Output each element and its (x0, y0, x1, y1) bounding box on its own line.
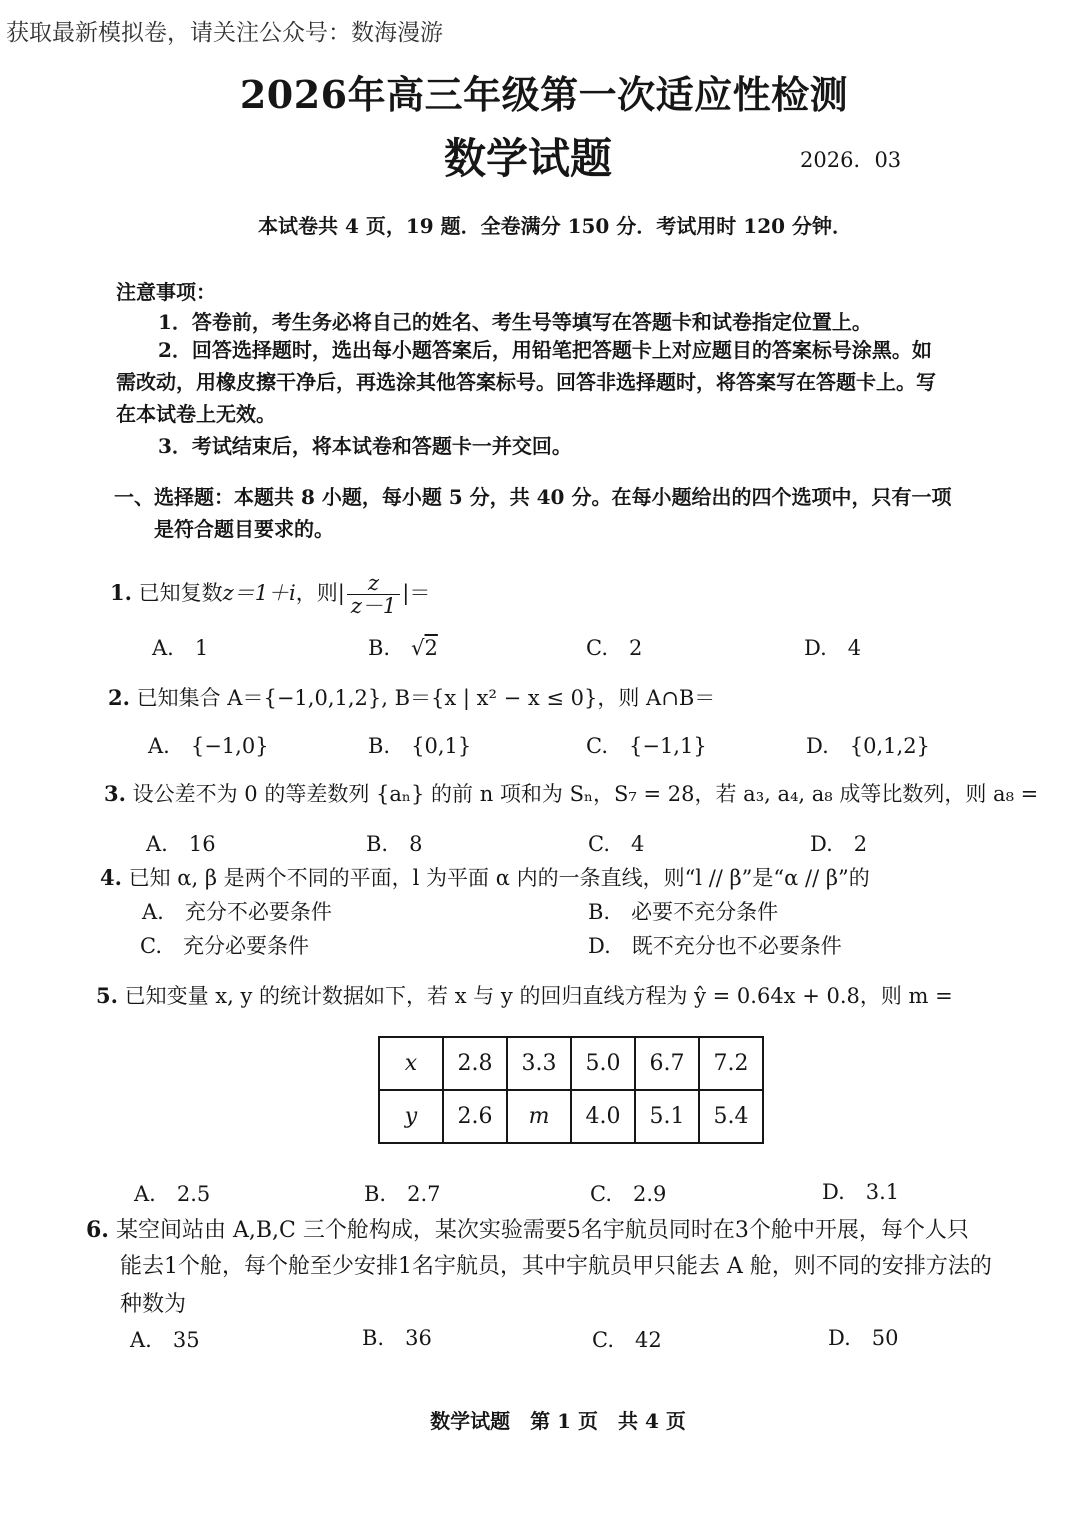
q4-option-a: A. 充分不必要条件 (142, 900, 332, 924)
question-text: 已知集合 A＝{−1,0,1,2}, B＝{x | x² − x ≤ 0}，则 A∩B＝ (136, 686, 716, 710)
q3-option-a: A. 16 (146, 832, 216, 856)
exam-title: 2026年高三年级第一次适应性检测 (239, 72, 849, 117)
question-text: ，则| (295, 581, 345, 605)
exam-subtitle: 数学试题 (444, 134, 613, 183)
q6-option-c: C. 42 (592, 1328, 662, 1352)
fraction (347, 572, 400, 617)
table-cell: y (379, 1090, 443, 1143)
question-number: 6. (86, 1217, 109, 1243)
q4-option-d: D. 既不充分也不必要条件 (588, 934, 842, 958)
question-number: 3. (104, 781, 126, 806)
question-text: 已知 α, β 是两个不同的平面，l 为平面 α 内的一条直线，则“l // β”是“α // β”的 (128, 866, 870, 890)
page-footer: 数学试题 第 1 页 共 4 页 (430, 1409, 686, 1433)
note-line-3: 需改动，用橡皮擦干净后，再选涂其他答案标号。回答非选择题时，将答案写在答题卡上。写 (116, 370, 936, 394)
q4-option-b: B. 必要不充分条件 (588, 900, 779, 924)
question-4 (100, 862, 870, 892)
q2-option-d: D. {0,1,2} (806, 734, 930, 758)
table-cell: 7.2 (699, 1037, 763, 1090)
q3-option-d: D. 2 (810, 832, 868, 856)
exam-date: 2026．03 (800, 148, 902, 172)
question-text: 已知变量 x, y 的统计数据如下，若 x 与 y 的回归直线方程为 ŷ = 0.64x + 0.8，则 m = (124, 984, 953, 1008)
table-cell: 3.3 (507, 1037, 571, 1090)
question-6 (86, 1213, 969, 1244)
table-cell: 6.7 (635, 1037, 699, 1090)
q3-option-c: C. 4 (588, 832, 645, 856)
q6-option-a: A. 35 (130, 1328, 200, 1352)
table-cell: 2.8 (443, 1037, 507, 1090)
q1-option-d: D. 4 (804, 636, 862, 660)
q2-option-a: A. {−1,0} (148, 734, 269, 758)
table-cell: 5.4 (699, 1090, 763, 1143)
q1-option-c: C. 2 (586, 636, 643, 660)
q2-option-b: B. {0,1} (368, 734, 472, 758)
note-line-4: 在本试卷上无效。 (116, 402, 276, 426)
option-label: B. (368, 636, 391, 660)
exam-info: 本试卷共 4 页，19 题．全卷满分 150 分．考试用时 120 分钟． (258, 214, 852, 238)
question-6-line-2: 能去1个舱，每个舱至少安排1名宇航员，其中宇航员甲只能去 A 舱，则不同的安排方法的 (120, 1254, 992, 1279)
notes-title: 注意事项： (116, 280, 216, 304)
question-number: 2. (108, 685, 130, 710)
table-cell: 2.6 (443, 1090, 507, 1143)
question-expr: z＝1＋i (222, 581, 296, 605)
question-text: |＝ (402, 581, 431, 605)
q3-option-b: B. 8 (366, 832, 423, 856)
sqrt-radicand: 2 (424, 636, 438, 660)
question-number: 4. (100, 865, 122, 890)
q6-option-d: D. 50 (828, 1326, 899, 1350)
question-6-line-3: 种数为 (120, 1292, 187, 1317)
q4-option-c: C. 充分必要条件 (140, 934, 309, 958)
question-number: 5. (96, 983, 118, 1008)
q1-option-b (368, 632, 438, 662)
table-cell: m (507, 1090, 571, 1143)
data-table (378, 1036, 764, 1144)
q5-option-b: B. 2.7 (364, 1182, 441, 1206)
question-text: 某空间站由 A,B,C 三个舱构成，某次实验需要5名宇航员同时在3个舱中开展，每个人只 (115, 1218, 969, 1243)
q5-option-d: D. 3.1 (822, 1180, 900, 1204)
question-3 (104, 778, 1038, 808)
question-1 (110, 572, 430, 617)
section-heading-cont: 是符合题目要求的。 (154, 517, 334, 541)
table-cell: 5.1 (635, 1090, 699, 1143)
section-heading: 一、选择题：本题共 8 小题，每小题 5 分，共 40 分。在每小题给出的四个选项中，只有一项 (114, 485, 952, 509)
q5-option-a: A. 2.5 (134, 1182, 211, 1206)
table-row-y (379, 1090, 763, 1143)
question-text: 设公差不为 0 的等差数列 {aₙ} 的前 n 项和为 Sₙ，S₇ = 28，若 a₃, a₄, a₈ 成等比数列，则 a₈ = (132, 782, 1039, 806)
table-cell: x (379, 1037, 443, 1090)
table-cell: 5.0 (571, 1037, 635, 1090)
question-5 (96, 980, 953, 1010)
q5-option-c: C. 2.9 (590, 1182, 667, 1206)
watermark-text: 获取最新模拟卷，请关注公众号：数海漫游 (6, 20, 443, 46)
note-line-1: 1．答卷前，考生务必将自己的姓名、考生号等填写在答题卡和试卷指定位置上。 (158, 310, 872, 334)
q2-option-c: C. {−1,1} (586, 734, 707, 758)
table-cell: 4.0 (571, 1090, 635, 1143)
q1-option-a: A. 1 (152, 636, 209, 660)
note-line-2: 2．回答选择题时，选出每小题答案后，用铅笔把答题卡上对应题目的答案标号涂黑。如 (158, 338, 932, 362)
sqrt-expression: √2 (411, 636, 438, 660)
q6-option-b: B. 36 (362, 1326, 432, 1350)
note-line-5: 3．考试结束后，将本试卷和答题卡一并交回。 (158, 434, 572, 458)
table-row-x (379, 1037, 763, 1090)
fraction-denominator: z－1 (350, 594, 397, 618)
question-text: 已知复数 (138, 581, 223, 605)
question-2 (108, 682, 715, 712)
fraction-numerator: z (347, 572, 400, 595)
question-number: 1. (110, 580, 132, 605)
